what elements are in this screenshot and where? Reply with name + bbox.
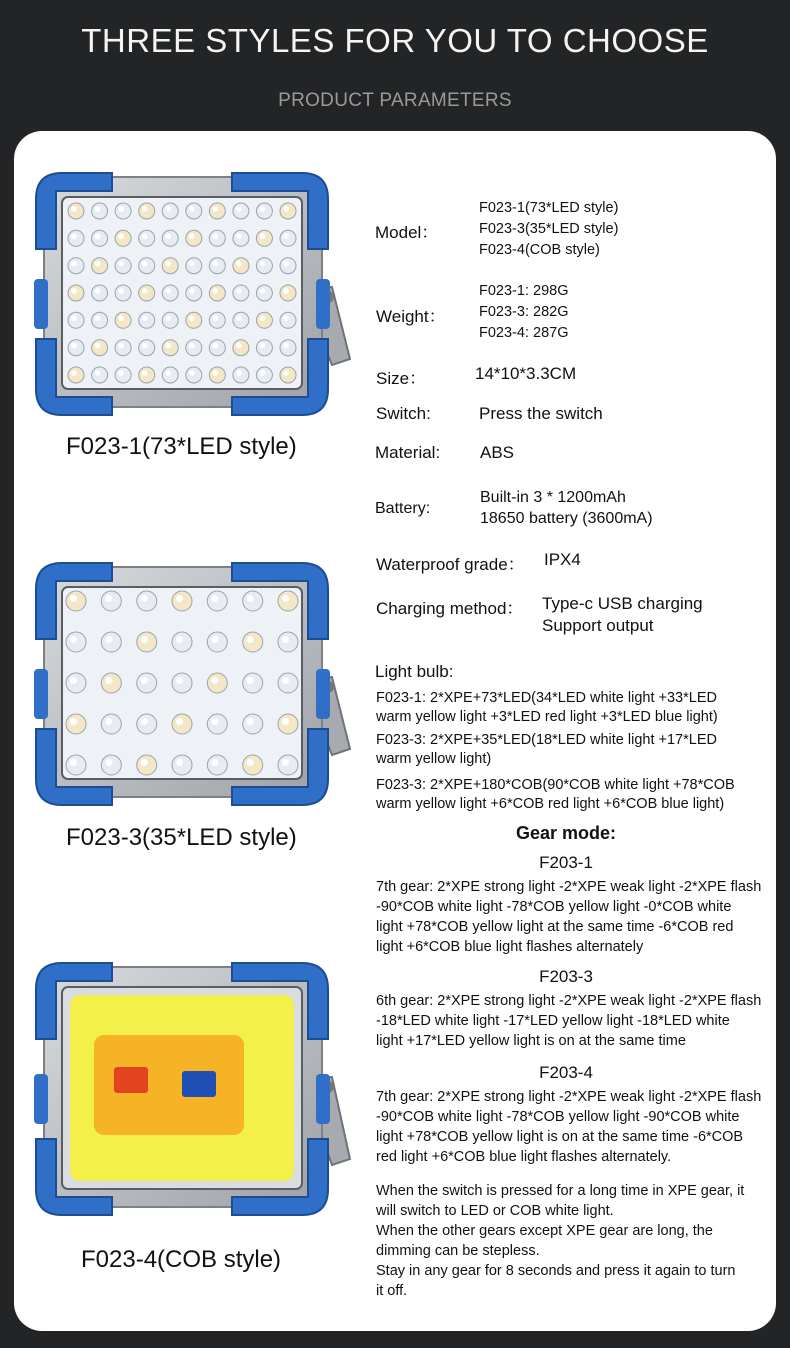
note-line: will switch to LED or COB white light. [376, 1203, 614, 1219]
led-lens [280, 367, 296, 383]
led-highlight [118, 288, 124, 294]
led-lens [139, 367, 155, 383]
note-line: it off. [376, 1283, 408, 1299]
led-lens [137, 591, 157, 611]
led-highlight [142, 370, 148, 376]
led-lens [162, 367, 178, 383]
led-lens [278, 755, 298, 775]
led-lens [186, 340, 202, 356]
led-lens [68, 312, 84, 328]
led-lens [233, 203, 249, 219]
led-lens [66, 591, 86, 611]
led-lens [207, 591, 227, 611]
led-highlight [189, 288, 195, 294]
weight-label: Weight： [376, 307, 446, 326]
note-line: Stay in any gear for 8 seconds and press it again to turn [376, 1263, 736, 1279]
led-highlight [282, 636, 289, 643]
led-lens [280, 285, 296, 301]
led-lens [256, 367, 272, 383]
gear-heading: F203-4 [539, 1063, 593, 1082]
led-lens [186, 312, 202, 328]
led-highlight [189, 261, 195, 267]
gear-line: 6th gear: 2*XPE strong light -2*XPE weak light -2*XPE flash [376, 993, 762, 1009]
led-lens [233, 285, 249, 301]
led-highlight [211, 636, 218, 643]
led-lens [172, 632, 192, 652]
led-highlight [141, 595, 148, 602]
led-lens [139, 203, 155, 219]
led-highlight [141, 636, 148, 643]
led-highlight [105, 595, 112, 602]
lamp-image-led35 [32, 559, 352, 811]
led-lens [66, 673, 86, 693]
led-lens [66, 755, 86, 775]
led-highlight [213, 343, 219, 349]
led-highlight [283, 343, 289, 349]
led-lens [115, 258, 131, 274]
led-lens [92, 258, 108, 274]
led-highlight [95, 234, 101, 240]
led-highlight [176, 636, 183, 643]
led-highlight [95, 316, 101, 322]
led-highlight [283, 206, 289, 212]
led-highlight [236, 343, 242, 349]
led-lens [243, 632, 263, 652]
led-highlight [95, 370, 101, 376]
battery-line: Built-in 3 * 1200mAh [480, 489, 626, 506]
led-highlight [165, 288, 171, 294]
led-lens [115, 340, 131, 356]
led-lens [162, 258, 178, 274]
led-lens [137, 755, 157, 775]
battery-line: 18650 battery (3600mA) [480, 510, 653, 527]
led-highlight [211, 759, 218, 766]
lamp-image-led73 [32, 169, 352, 421]
led-lens [162, 285, 178, 301]
led-lens [233, 230, 249, 246]
led-highlight [71, 261, 77, 267]
led-lens [92, 203, 108, 219]
led-highlight [142, 288, 148, 294]
led-highlight [260, 316, 266, 322]
led-lens [172, 591, 192, 611]
gear-line: light +78*COB yellow light is on at the same time -6*COB [376, 1129, 744, 1145]
gear-line: -90*COB white light -78*COB yellow light -0*COB white [376, 899, 732, 915]
led-highlight [118, 234, 124, 240]
led-highlight [236, 261, 242, 267]
led-lens [92, 312, 108, 328]
led-highlight [176, 677, 183, 684]
led-highlight [213, 316, 219, 322]
led-lens [162, 312, 178, 328]
led-lens [101, 755, 121, 775]
led-lens [101, 673, 121, 693]
led-highlight [189, 206, 195, 212]
led-highlight [95, 343, 101, 349]
led-highlight [283, 316, 289, 322]
led-highlight [213, 261, 219, 267]
led-highlight [260, 206, 266, 212]
led-lens [115, 230, 131, 246]
led-lens [139, 285, 155, 301]
led-lens [115, 312, 131, 328]
led-lens [243, 714, 263, 734]
led-highlight [282, 595, 289, 602]
led-lens [101, 591, 121, 611]
led-lens [186, 203, 202, 219]
led-lens [209, 367, 225, 383]
led-lens [233, 340, 249, 356]
led-lens [233, 258, 249, 274]
led-highlight [260, 343, 266, 349]
bulb-line: warm yellow light +6*COB red light +6*COB blue light) [376, 796, 725, 812]
led-lens [209, 230, 225, 246]
led-highlight [71, 206, 77, 212]
led-highlight [213, 288, 219, 294]
led-highlight [211, 718, 218, 725]
led-lens [139, 230, 155, 246]
led-lens [280, 230, 296, 246]
gear-title: Gear mode: [515, 823, 617, 843]
gear-line: light +17*LED yellow light is on at the same time [376, 1033, 686, 1049]
led-lens [137, 673, 157, 693]
led-lens [68, 230, 84, 246]
led-lens [162, 203, 178, 219]
led-highlight [141, 759, 148, 766]
waterproof-label: Waterproof grade： [376, 555, 525, 574]
battery-label: Battery: [375, 500, 431, 517]
size-label: Size： [376, 369, 427, 388]
led-highlight [118, 343, 124, 349]
caption-led35: F023-3(35*LED style) [66, 824, 297, 851]
led-lens [278, 632, 298, 652]
led-lens [256, 285, 272, 301]
led-highlight [260, 261, 266, 267]
led-highlight [71, 234, 77, 240]
led-highlight [176, 595, 183, 602]
weight-line: F023-3: 282G [479, 304, 569, 320]
led-highlight [189, 370, 195, 376]
bulb-line: warm yellow light +3*LED red light +3*LED blue light) [376, 709, 718, 725]
led-lens [209, 340, 225, 356]
led-lens [207, 673, 227, 693]
led-lens [162, 340, 178, 356]
led-highlight [213, 234, 219, 240]
led-highlight [95, 261, 101, 267]
led-highlight [236, 288, 242, 294]
led-lens [209, 285, 225, 301]
led-highlight [213, 206, 219, 212]
led-highlight [118, 261, 124, 267]
led-highlight [260, 370, 266, 376]
led-lens [186, 367, 202, 383]
led-highlight [70, 636, 77, 643]
led-lens [68, 203, 84, 219]
led-highlight [282, 718, 289, 725]
led-lens [115, 367, 131, 383]
led-lens [137, 714, 157, 734]
page-title: THREE STYLES FOR YOU TO CHOOSE [81, 22, 709, 59]
led-lens [280, 340, 296, 356]
led-highlight [70, 759, 77, 766]
caption-led73: F023-1(73*LED style) [66, 433, 297, 460]
led-lens [256, 312, 272, 328]
waterproof-value: IPX4 [544, 550, 581, 569]
led-lens [172, 755, 192, 775]
led-highlight [142, 343, 148, 349]
weight-line: F023-4: 287G [479, 325, 569, 341]
gear-line: -18*LED white light -17*LED yellow light -18*LED white [376, 1013, 730, 1029]
led-lens [68, 340, 84, 356]
led-highlight [105, 636, 112, 643]
led-lens [207, 632, 227, 652]
model-line: F023-4(COB style) [479, 242, 600, 258]
model-label: Model： [375, 223, 439, 242]
model-line: F023-1(73*LED style) [479, 200, 619, 216]
led-highlight [71, 288, 77, 294]
led-highlight [70, 677, 77, 684]
led-lens [66, 714, 86, 734]
material-label: Material: [375, 443, 441, 462]
led-lens [172, 714, 192, 734]
product-card [14, 131, 776, 1331]
led-highlight [236, 234, 242, 240]
led-lens [186, 285, 202, 301]
led-lens [278, 591, 298, 611]
led-lens [115, 285, 131, 301]
page-subtitle: PRODUCT PARAMETERS [278, 90, 512, 111]
weight-line: F023-1: 298G [479, 283, 569, 299]
led-highlight [189, 316, 195, 322]
led-highlight [260, 234, 266, 240]
led-highlight [165, 316, 171, 322]
led-lens [172, 673, 192, 693]
led-lens [137, 632, 157, 652]
led-lens [207, 755, 227, 775]
led-highlight [213, 370, 219, 376]
led-highlight [70, 718, 77, 725]
bulb-line: F023-1: 2*XPE+73*LED(34*LED white light +33*LED [376, 690, 717, 706]
led-highlight [105, 677, 112, 684]
led-highlight [71, 316, 77, 322]
gear-line: light +78*COB yellow light at the same time -6*COB red [376, 919, 734, 935]
led-lens [207, 714, 227, 734]
note-line: When the switch is pressed for a long time in XPE gear, it [376, 1183, 745, 1199]
led-highlight [236, 370, 242, 376]
led-lens [243, 591, 263, 611]
led-highlight [71, 370, 77, 376]
led-lens [278, 714, 298, 734]
material-value: ABS [480, 443, 515, 462]
size-value: 14*10*3.3CM [475, 364, 577, 383]
lamp-image-cob [32, 959, 352, 1221]
caption-cob: F023-4(COB style) [81, 1246, 282, 1273]
led-lens [256, 230, 272, 246]
led-highlight [260, 288, 266, 294]
bulb-line: warm yellow light) [376, 751, 492, 767]
led-highlight [70, 595, 77, 602]
note-line: When the other gears except XPE gear are long, the [376, 1223, 713, 1239]
led-lens [280, 258, 296, 274]
bulb-line: F023-3: 2*XPE+35*LED(18*LED white light +17*LED [376, 732, 717, 748]
led-highlight [95, 288, 101, 294]
led-highlight [118, 316, 124, 322]
led-highlight [165, 234, 171, 240]
led-lens [278, 673, 298, 693]
led-lens [233, 367, 249, 383]
led-lens [92, 230, 108, 246]
led-highlight [165, 261, 171, 267]
led-highlight [283, 261, 289, 267]
led-lens [256, 258, 272, 274]
led-highlight [247, 595, 254, 602]
led-lens [209, 312, 225, 328]
led-highlight [189, 343, 195, 349]
led-lens [209, 258, 225, 274]
led-highlight [283, 370, 289, 376]
led-lens [209, 203, 225, 219]
led-highlight [176, 718, 183, 725]
led-highlight [247, 759, 254, 766]
gear-line: light +6*COB blue light flashes alternately [376, 939, 644, 955]
led-highlight [105, 759, 112, 766]
led-highlight [105, 718, 112, 725]
switch-label: Switch: [376, 404, 431, 423]
led-lens [139, 340, 155, 356]
note-line: dimming can be stepless. [376, 1243, 540, 1259]
gear-heading: F203-3 [539, 967, 593, 986]
led-lens [186, 258, 202, 274]
led-highlight [282, 759, 289, 766]
led-highlight [283, 288, 289, 294]
led-lens [256, 203, 272, 219]
gear-heading: F203-1 [539, 853, 593, 872]
led-highlight [118, 370, 124, 376]
led-lens [280, 312, 296, 328]
led-highlight [165, 343, 171, 349]
led-lens [68, 367, 84, 383]
led-highlight [118, 206, 124, 212]
led-lens [92, 340, 108, 356]
led-lens [139, 312, 155, 328]
bulb-title: Light bulb: [375, 662, 454, 681]
led-highlight [141, 718, 148, 725]
led-highlight [142, 234, 148, 240]
gear-line: -90*COB white light -78*COB yellow light -90*COB white [376, 1109, 740, 1125]
led-highlight [142, 261, 148, 267]
led-highlight [142, 206, 148, 212]
charging-line: Support output [542, 616, 654, 635]
led-highlight [236, 316, 242, 322]
gear-line: 7th gear: 2*XPE strong light -2*XPE weak light -2*XPE flash [376, 1089, 762, 1105]
led-lens [68, 258, 84, 274]
model-line: F023-3(35*LED style) [479, 221, 619, 237]
led-lens [92, 367, 108, 383]
led-highlight [282, 677, 289, 684]
led-highlight [165, 370, 171, 376]
led-highlight [71, 343, 77, 349]
led-lens [115, 203, 131, 219]
bulb-line: F023-3: 2*XPE+180*COB(90*COB white light +78*COB [376, 777, 735, 793]
led-lens [256, 340, 272, 356]
led-lens [101, 714, 121, 734]
led-highlight [211, 677, 218, 684]
gear-line: 7th gear: 2*XPE strong light -2*XPE weak light -2*XPE flash [376, 879, 762, 895]
led-highlight [247, 636, 254, 643]
led-lens [92, 285, 108, 301]
charging-line: Type-c USB charging [542, 594, 703, 613]
led-lens [243, 673, 263, 693]
led-lens [280, 203, 296, 219]
led-highlight [165, 206, 171, 212]
switch-value: Press the switch [479, 404, 603, 423]
led-lens [186, 230, 202, 246]
led-highlight [283, 234, 289, 240]
led-lens [233, 312, 249, 328]
led-highlight [247, 677, 254, 684]
gear-line: red light +6*COB blue light flashes alternately. [376, 1149, 672, 1165]
led-highlight [95, 206, 101, 212]
led-highlight [211, 595, 218, 602]
led-lens [139, 258, 155, 274]
led-highlight [189, 234, 195, 240]
led-lens [162, 230, 178, 246]
led-lens [66, 632, 86, 652]
led-lens [68, 285, 84, 301]
charging-label: Charging method： [376, 599, 524, 618]
led-highlight [236, 206, 242, 212]
led-highlight [176, 759, 183, 766]
led-lens [101, 632, 121, 652]
led-highlight [247, 718, 254, 725]
led-lens [243, 755, 263, 775]
led-highlight [141, 677, 148, 684]
led-highlight [142, 316, 148, 322]
